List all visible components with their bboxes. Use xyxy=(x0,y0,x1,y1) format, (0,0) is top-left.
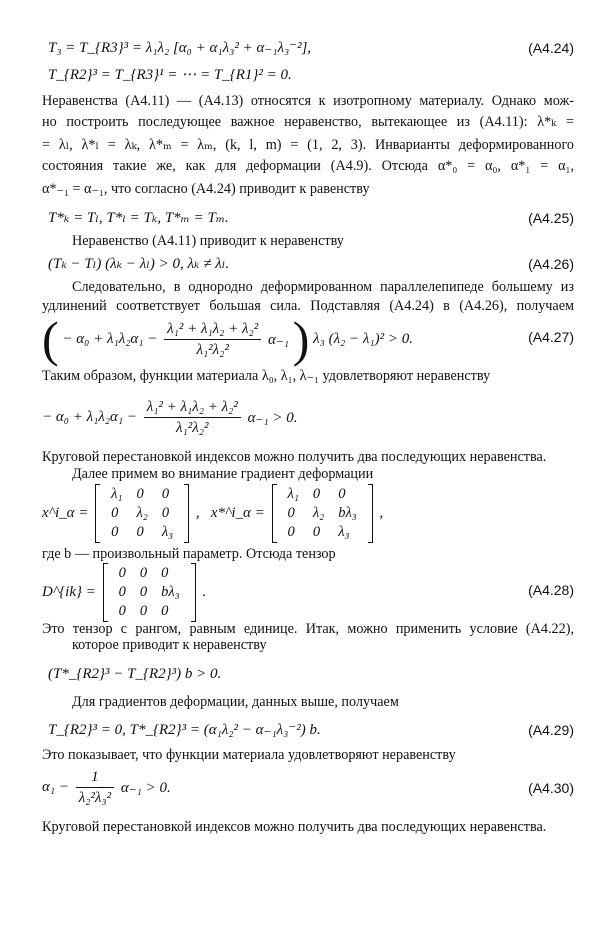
text-line: Неравенство (A4.11) приводит к неравенству xyxy=(72,233,344,249)
text-line: где b — произвольный параметр. Отсюда тензор xyxy=(42,546,336,562)
equation-a4-28-number: (A4.28) xyxy=(528,582,574,598)
equation-tr2-expr: T_{R2}³ = T_{R3}¹ = ⋯ = T_{R1}² = 0. xyxy=(48,67,292,83)
equation-a4-27-tail: λ₃ (λ₂ − λ₁)² > 0. xyxy=(313,330,414,347)
text-line: Это показывает, что функции материала удовлетворяют неравенству xyxy=(42,747,456,763)
gradient-matrix: λ₁ 0 0 0 λ₂ 0 0 0 λ₃ xyxy=(95,484,189,543)
equation-a4-27: ( − α₀ + λ₁λ₂α₁ − $\frac{\text{λ₁² + λ₁λ₂ + λ₂²}}{\text{λ₁²λ₂²}}$ α₋₁ ) λ₃ (λ₂ − λ₁)² > 0. (A4.27) xyxy=(42,311,574,367)
equation-a4-30 xyxy=(42,766,574,814)
equation-a4-26-number: (A4.26) xyxy=(528,256,574,272)
equation-a4-24-expr: T₃ = T_{R3}³ = λ₁λ₂ [α₀ + α₁λ₃² + α₋₁λ₃⁻²], xyxy=(48,40,312,56)
equation-a4-29-expr: T_{R2}³ = 0, T*_{R2}³ = (α₁λ₂² − α₋₁λ₃⁻²) b. xyxy=(48,722,321,738)
inequality-right: α₋₁ > 0. xyxy=(247,410,298,426)
equation-condition-expr: (T*_{R2}³ − T_{R2}³) b > 0. xyxy=(48,666,222,682)
tensor-matrix: 0 0 0 0 0 bλ₃ 0 0 0 xyxy=(103,563,196,622)
equation-a4-30-number: (A4.30) xyxy=(528,780,574,796)
text-line: = λₗ, λ*ₗ = λₖ, λ*ₘ = λₘ, (k, l, m) = (1, 2, 3). Инварианты деформированного xyxy=(42,137,574,153)
equation-a4-27-left: − α₀ + λ₁λ₂α₁ − xyxy=(62,330,158,347)
equation-condition xyxy=(48,662,574,686)
text-line: α*₋₁ = α₋₁, что согласно (A4.24) приводит к равенству xyxy=(42,181,370,197)
gradient-star-matrix: λ₁ 0 0 0 λ₂ bλ₃ 0 0 λ₃ xyxy=(272,484,373,543)
equation-a4-26 xyxy=(48,252,574,276)
tensor-end: . xyxy=(202,584,207,600)
fraction-numerator: λ₁² + λ₁λ₂ + λ₂² xyxy=(164,320,261,340)
text-line: удлинений соответствует большая сила. Подставляя (A4.24) в (A4.26), получаем xyxy=(42,298,574,314)
equation-a4-30-left: α₁ − xyxy=(42,779,69,795)
text-line: состояния такие же, как для деформации (A4.9). Отсюда α*₀ = α₀, α*₁ = α₁, xyxy=(42,158,574,174)
equation-inequality xyxy=(42,396,574,444)
fraction-denominator: λ₁²λ₂² xyxy=(176,420,209,436)
fraction-denominator: λ₁²λ₂² xyxy=(196,341,229,358)
text-line: но построить последующее важное неравенство, вытекающее из (A4.11): λ*ₖ = xyxy=(42,114,574,130)
text-line: которое приводит к неравенству xyxy=(72,637,267,653)
equation-a4-29-number: (A4.29) xyxy=(528,722,574,738)
equation-a4-27-fraction xyxy=(164,320,261,359)
text-line: Круговой перестановкой индексов можно получить два последующих неравенства. xyxy=(42,819,547,835)
text-line: Таким образом, функции материала λ₀, λ₁, λ₋₁ удовлетворяют неравенству xyxy=(42,368,491,384)
text-line: Для градиентов деформации, данных выше, получаем xyxy=(72,694,399,710)
inequality-left: − α₀ + λ₁λ₂α₁ − xyxy=(42,409,137,425)
equation-tr2-zero xyxy=(48,63,574,87)
text-line: Круговой перестановкой индексов можно получить два последующих неравенства. xyxy=(42,449,547,465)
text-line: Это тензор с рангом, равным единице. Итак, можно применить условие (A4.22), xyxy=(42,621,574,637)
text-line: Следовательно, в однородно деформированном параллелепипеде большему из xyxy=(72,279,574,295)
fraction-denominator: λ₂²λ₃² xyxy=(78,790,112,806)
gradient-lhs: x^i_α = xyxy=(42,505,89,521)
gradient-star-lhs: x*^i_α = xyxy=(210,505,265,521)
equation-a4-28 xyxy=(42,563,574,625)
equation-a4-24 xyxy=(48,36,574,60)
equation-a4-27-right: α₋₁ xyxy=(267,331,289,348)
equation-a4-26-expr: (Tₖ − Tₗ) (λₖ − λₗ) > 0, λₖ ≠ λₗ. xyxy=(48,256,230,272)
equation-a4-29 xyxy=(48,718,574,742)
equation-a4-30-right: α₋₁ > 0. xyxy=(120,780,171,796)
equation-a4-25 xyxy=(48,206,574,230)
equation-a4-24-number: (A4.24) xyxy=(528,40,574,56)
fraction-numerator: 1 xyxy=(76,768,114,788)
equation-a4-30-fraction xyxy=(76,768,114,807)
tensor-lhs: D^{ik} = xyxy=(42,584,96,600)
gradient-separator: , xyxy=(195,505,200,521)
equation-a4-27-number: (A4.27) xyxy=(528,329,574,345)
equation-gradient xyxy=(42,484,574,546)
text-line: Неравенства (A4.11) — (A4.13) относятся к изотропному материалу. Однако мож- xyxy=(42,93,574,109)
equation-a4-25-number: (A4.25) xyxy=(528,210,574,226)
gradient-end: , xyxy=(379,505,384,521)
equation-a4-25-expr: T*ₖ = Tₗ, T*ₗ = Tₖ, T*ₘ = Tₘ. xyxy=(48,210,229,226)
fraction-numerator: λ₁² + λ₁λ₂ + λ₂² xyxy=(144,398,241,418)
text-line: Далее примем во внимание градиент деформации xyxy=(72,466,374,482)
inequality-fraction xyxy=(144,398,241,437)
